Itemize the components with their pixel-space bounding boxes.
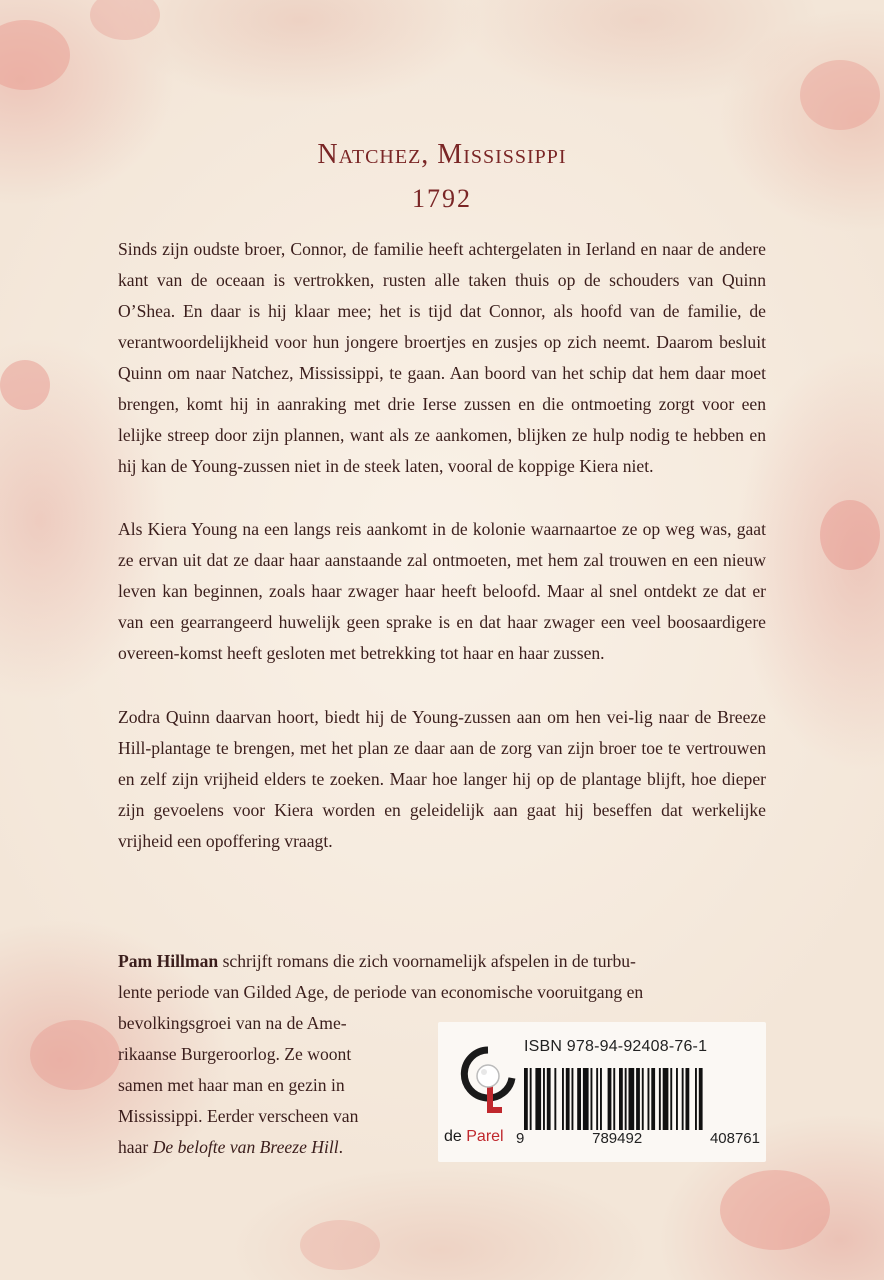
barcode-bar [682,1068,684,1130]
barcode-bar [608,1068,612,1130]
barcode-digits: 9 789492 408761 [516,1130,760,1147]
bio-line: Mississippi. Eerder verscheen van [118,1106,359,1126]
barcode-bar [572,1068,574,1130]
bio-line: rikaanse Burgeroorlog. Ze woont [118,1044,352,1064]
isbn-panel [438,1022,766,1162]
barcode-bar [636,1068,640,1130]
barcode-bar [583,1068,589,1130]
bio-line: haar De belofte van Breeze Hill. [118,1137,344,1157]
publisher-logo-icon [460,1046,516,1116]
page-year: 1792 [412,184,472,213]
book-title: De belofte van Breeze Hill [152,1137,339,1157]
bio-line: Pam Hillman schrijft romans die zich voornamelijk afspelen in de turbu- [118,951,636,971]
floral-ornament [30,1020,120,1090]
blurb-paragraph: Zodra Quinn daarvan hoort, biedt hij de Young-zussen aan om hen vei-lig naar de Breeze Hill-plantage te brengen, met het plan ze daar aan de zorg van zijn broer toe te vertrouwen en zelf zijn vrijheid elders te zoeken. Maar hoe langer hij op de plantage blijft, hoe dieper zijn gevoelens voor Kiera worden en geleidelijk aan gaat hij beseffen dat werkelijke vrijheid een opoffering vraagt. [118,707,766,851]
barcode-bar [566,1068,570,1130]
barcode-bar [642,1068,644,1130]
bio-line: bevolkingsgroei van na de Ame- [118,1013,347,1033]
barcode-bar [686,1068,690,1130]
barcode-bar [562,1068,564,1130]
barcode-bar [695,1068,697,1130]
barcode-bar [613,1068,615,1130]
barcode-bar [547,1068,551,1130]
author-name: Pam Hillman [118,951,219,971]
barcode-bar [670,1068,672,1130]
barcode-bar [663,1068,669,1130]
isbn-number: ISBN 978-94-92408-76-1 [524,1038,708,1055]
barcode-bar [651,1068,655,1130]
barcode-bar [543,1068,545,1130]
barcode-bar [530,1068,532,1130]
barcode-bar [648,1068,650,1130]
publisher-name: de Parel [444,1128,504,1145]
barcode-bar [600,1068,602,1130]
blurb-paragraph: Als Kiera Young na een langs reis aankomt in de kolonie waarnaartoe ze op weg was, gaat ze ervan uit dat ze daar haar aanstaande zal ontmoeten, met hem zal trouwen en een nieuw leven kan beginnen, zoals haar zwager haar heeft beloofd. Maar al snel ontdekt ze dat er van een gearrangeerd huwelijk geen sprake is en dat haar zwager een veel boosaardigere overeen-komst heeft gesloten met betrekking tot haar en haar zussen. [118,519,766,663]
barcode-bar [524,1068,528,1130]
barcode-bar [659,1068,661,1130]
barcode-bar [591,1068,593,1130]
barcode-bar [596,1068,598,1130]
barcode [524,1068,756,1130]
barcode-bar [625,1068,627,1130]
barcode-bar [619,1068,623,1130]
floral-ornament [0,360,50,410]
barcode-bar [577,1068,581,1130]
page-title: Natchez, Mississippi [317,139,567,170]
floral-ornament [300,1220,380,1270]
floral-ornament [720,1170,830,1250]
bio-line: samen met haar man en gezin in [118,1075,345,1095]
barcode-bar [554,1068,556,1130]
barcode-bar [629,1068,635,1130]
barcode-bar [535,1068,541,1130]
floral-ornament [820,500,880,570]
barcode-bar [699,1068,703,1130]
barcode-bar [676,1068,678,1130]
blurb-paragraph: Sinds zijn oudste broer, Connor, de familie heeft achtergelaten in Ierland en naar de andere kant van de oceaan is vertrokken, rusten alle taken thuis op de schouders van Quinn O’Shea. En daar is hij klaar mee; het is tijd dat Connor, als hoofd van de familie, de verantwoordelijkheid voor hun jongere broertjes en zusjes op zich neemt. Daarom besluit Quinn om naar Natchez, Mississippi, te gaan. Aan boord van het schip dat hem daar moet brengen, komt hij in aanraking met drie Ierse zussen en die ontmoeting zorgt voor een lelijke streep door zijn plannen, want als ze aankomen, blijken ze hulp nodig te hebben en hij kan de Young-zussen niet in de steek laten, vooral de koppige Kiera niet. [118,239,766,476]
bio-line: lente periode van Gilded Age, de periode van economische vooruitgang en [118,982,644,1002]
floral-ornament [800,60,880,130]
